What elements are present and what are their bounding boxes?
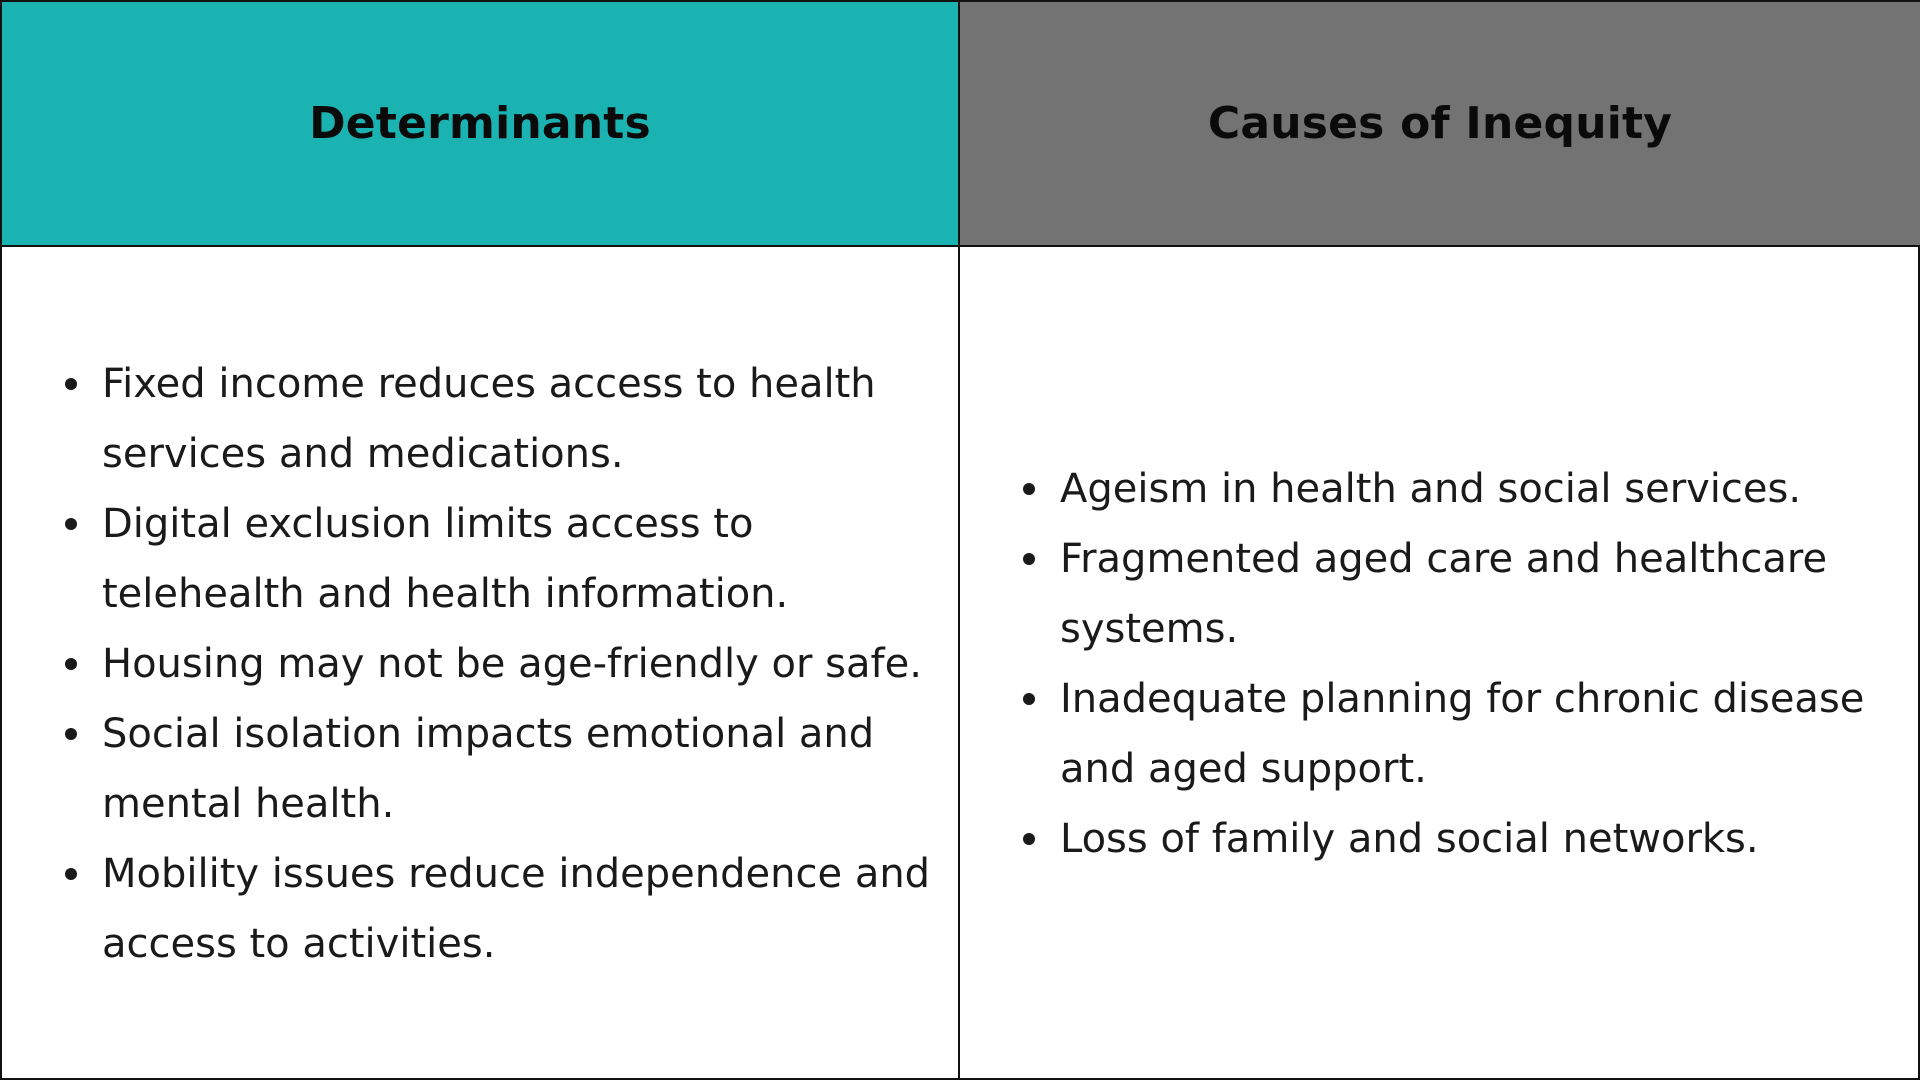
causes-header-title: Causes of Inequity bbox=[1207, 98, 1673, 149]
determinants-list bbox=[62, 349, 948, 979]
determinants-list-item: Mobility issues reduce independence and access to activities. bbox=[62, 839, 948, 979]
determinants-list-item: Housing may not be age-friendly or safe. bbox=[62, 629, 948, 699]
causes-header bbox=[960, 2, 1920, 247]
determinants-list-item: Social isolation impacts emotional and mental health. bbox=[62, 699, 948, 839]
determinants-header bbox=[2, 2, 960, 247]
determinants-header-title: Determinants bbox=[309, 98, 651, 149]
determinants-list-item: Fixed income reduces access to health services and medications. bbox=[62, 349, 948, 489]
determinants-cell bbox=[2, 247, 960, 1080]
causes-list-item: Ageism in health and social services. bbox=[1020, 454, 1910, 524]
causes-list-item: Loss of family and social networks. bbox=[1020, 804, 1910, 874]
determinants-list-item: Digital exclusion limits access to telehealth and health information. bbox=[62, 489, 948, 629]
causes-cell bbox=[960, 247, 1920, 1080]
causes-list bbox=[1020, 454, 1910, 874]
causes-list-item: Inadequate planning for chronic disease and aged support. bbox=[1020, 664, 1910, 804]
causes-list-item: Fragmented aged care and healthcare systems. bbox=[1020, 524, 1910, 664]
